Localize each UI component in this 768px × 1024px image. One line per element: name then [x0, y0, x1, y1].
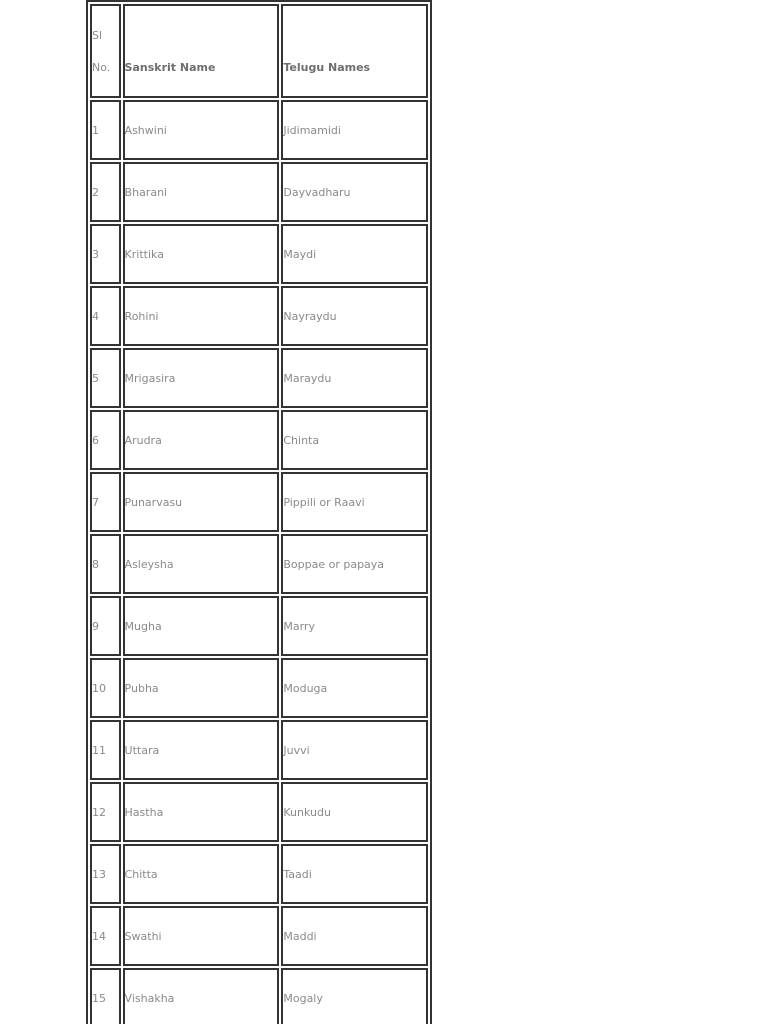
table-row [90, 100, 428, 160]
cell-sl-no: 11 [90, 720, 121, 780]
cell-sanskrit-name: Bharani [123, 162, 280, 222]
cell-telugu-name: Maydi [281, 224, 428, 284]
table-row [90, 844, 428, 904]
cell-sl-no: 9 [90, 596, 121, 656]
cell-telugu-name: Kunkudu [281, 782, 428, 842]
table-row [90, 534, 428, 594]
table-body [90, 100, 428, 1024]
cell-telugu-name: Nayraydu [281, 286, 428, 346]
cell-sl-no: 1 [90, 100, 121, 160]
cell-sl-no: 12 [90, 782, 121, 842]
table-row [90, 410, 428, 470]
header-sl-no [90, 4, 121, 98]
cell-sanskrit-name: Pubha [123, 658, 280, 718]
nakshatra-names-table [86, 0, 432, 1024]
table-header-row [90, 4, 428, 98]
cell-sl-no: 5 [90, 348, 121, 408]
cell-telugu-name: Juvvi [281, 720, 428, 780]
cell-telugu-name: Taadi [281, 844, 428, 904]
cell-sanskrit-name: Punarvasu [123, 472, 280, 532]
cell-sanskrit-name: Krittika [123, 224, 280, 284]
cell-sl-no: 3 [90, 224, 121, 284]
cell-telugu-name: Maddi [281, 906, 428, 966]
table-row [90, 658, 428, 718]
cell-sl-no: 8 [90, 534, 121, 594]
cell-telugu-name: Dayvadharu [281, 162, 428, 222]
cell-sanskrit-name: Swathi [123, 906, 280, 966]
cell-sl-no: 6 [90, 410, 121, 470]
cell-telugu-name: Jidimamidi [281, 100, 428, 160]
cell-telugu-name: Mogaly [281, 968, 428, 1024]
cell-telugu-name: Boppae or papaya [281, 534, 428, 594]
cell-sl-no: 13 [90, 844, 121, 904]
cell-sl-no: 14 [90, 906, 121, 966]
table-row [90, 286, 428, 346]
cell-sanskrit-name: Hastha [123, 782, 280, 842]
cell-sl-no: 15 [90, 968, 121, 1024]
cell-sanskrit-name: Ashwini [123, 100, 280, 160]
header-sanskrit-name: Sanskrit Name [123, 4, 280, 98]
cell-sl-no: 2 [90, 162, 121, 222]
cell-telugu-name: Maraydu [281, 348, 428, 408]
header-telugu-names: Telugu Names [281, 4, 428, 98]
header-no-label: No. [92, 61, 111, 74]
cell-sanskrit-name: Uttara [123, 720, 280, 780]
table-row [90, 968, 428, 1024]
cell-telugu-name: Pippili or Raavi [281, 472, 428, 532]
header-sl-label: Sl [92, 29, 103, 42]
cell-sl-no: 7 [90, 472, 121, 532]
table-row [90, 782, 428, 842]
cell-sanskrit-name: Asleysha [123, 534, 280, 594]
cell-sanskrit-name: Arudra [123, 410, 280, 470]
cell-telugu-name: Chinta [281, 410, 428, 470]
cell-telugu-name: Moduga [281, 658, 428, 718]
cell-sanskrit-name: Chitta [123, 844, 280, 904]
cell-sanskrit-name: Vishakha [123, 968, 280, 1024]
cell-sanskrit-name: Mrigasira [123, 348, 280, 408]
table-row [90, 596, 428, 656]
cell-sanskrit-name: Rohini [123, 286, 280, 346]
table-row [90, 720, 428, 780]
cell-sl-no: 4 [90, 286, 121, 346]
cell-sanskrit-name: Mugha [123, 596, 280, 656]
table-row [90, 224, 428, 284]
table-row [90, 472, 428, 532]
nakshatra-table-container [86, 0, 432, 1024]
cell-telugu-name: Marry [281, 596, 428, 656]
table-row [90, 162, 428, 222]
cell-sl-no: 10 [90, 658, 121, 718]
table-row [90, 906, 428, 966]
table-row [90, 348, 428, 408]
